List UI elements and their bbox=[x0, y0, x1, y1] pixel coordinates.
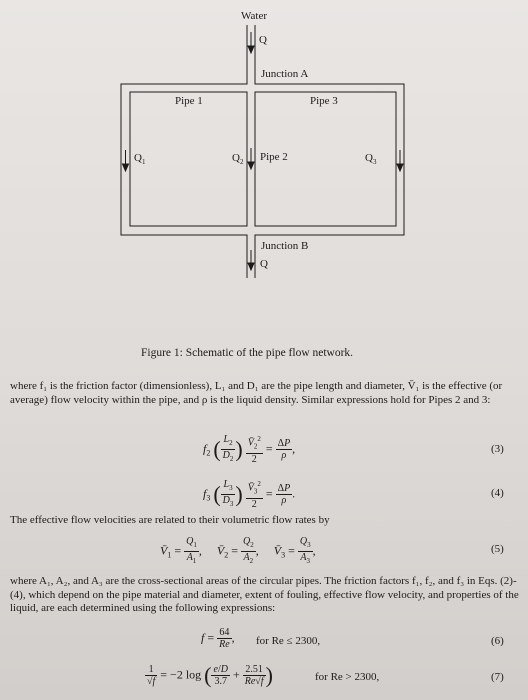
equation-7-number: (7) bbox=[491, 671, 504, 683]
water-label: Water bbox=[241, 10, 267, 22]
junction-b-label: Junction B bbox=[261, 240, 309, 252]
equation-6-condition: for Re ≤ 2300, bbox=[256, 635, 321, 647]
paragraph-friction-definition: where f₁ is the friction factor (dimensionless), L₁ and D₁ are the pipe length and diameter, V̄₁ is the effective (or average) flow velocity within the pipe, and ρ is the liquid density. Similar expressions hold for Pipes 2 and 3: bbox=[10, 380, 503, 406]
pipe3-label: Pipe 3 bbox=[310, 95, 338, 107]
q2-label: $Q_2$ bbox=[232, 152, 244, 167]
equation-6: f = $\frac{64}{Re}$ , bbox=[201, 627, 235, 650]
paragraph-friction-factors: where A₁, A₂, and A₃ are the cross-sectional areas of the circular pipes. The friction factors f₁, f₂, and f₃ in Eqs. (2)-(4), which depend on the pipe material and diameter, extent of fouling, effective flow velocity, and properties of the liquid, are each determined using the following expressions: bbox=[10, 575, 519, 614]
figure-caption: Figure 1: Schematic of the pipe flow network. bbox=[141, 347, 354, 359]
q3-label: $Q_3$ bbox=[365, 152, 377, 167]
equation-5: $V̄_1$ = $\frac{Q_1}{A_1}$ , $V̄_2$ = $\frac{Q_2}{A_2}$ , $V̄_3$ = $\frac{Q_3}{A_3}$ , bbox=[160, 536, 316, 565]
inlet-flow-label: Q bbox=[259, 34, 267, 46]
equation-6-number: (6) bbox=[491, 635, 504, 647]
equation-5-number: (5) bbox=[491, 543, 504, 555]
equation-4-number: (4) bbox=[491, 487, 504, 499]
pipe-network-diagram bbox=[0, 0, 528, 340]
pipe1-label: Pipe 1 bbox=[175, 95, 203, 107]
q1-label: $Q_1$ bbox=[134, 152, 146, 167]
pipe2-label: Pipe 2 bbox=[260, 151, 288, 163]
junction-a-label: Junction A bbox=[261, 68, 309, 80]
outlet-flow-label: Q bbox=[260, 258, 268, 270]
equation-7-condition: for Re > 2300, bbox=[315, 671, 380, 683]
equation-7: $\frac{1}{√f}$ = −2 log ( $\frac{e/D}{3.7}$ + $\frac{2.51}{Re√f}$ ) bbox=[147, 662, 273, 688]
equation-4: $f_3$ ( $\frac{L_3}{D_3}$ ) $\frac{V̄_3^2}{2}$ = $\frac{\Delta P}{\rho}$ . bbox=[203, 479, 296, 510]
equation-3-number: (3) bbox=[491, 443, 504, 455]
equation-3: $f_2$ ( $\frac{L_2}{D_2}$ ) $\frac{V̄_2^2}{2}$ = $\frac{\Delta P}{\rho}$ , bbox=[203, 434, 296, 465]
paragraph-velocity-relation: The effective flow velocities are related to their volumetric flow rates by bbox=[10, 514, 330, 526]
